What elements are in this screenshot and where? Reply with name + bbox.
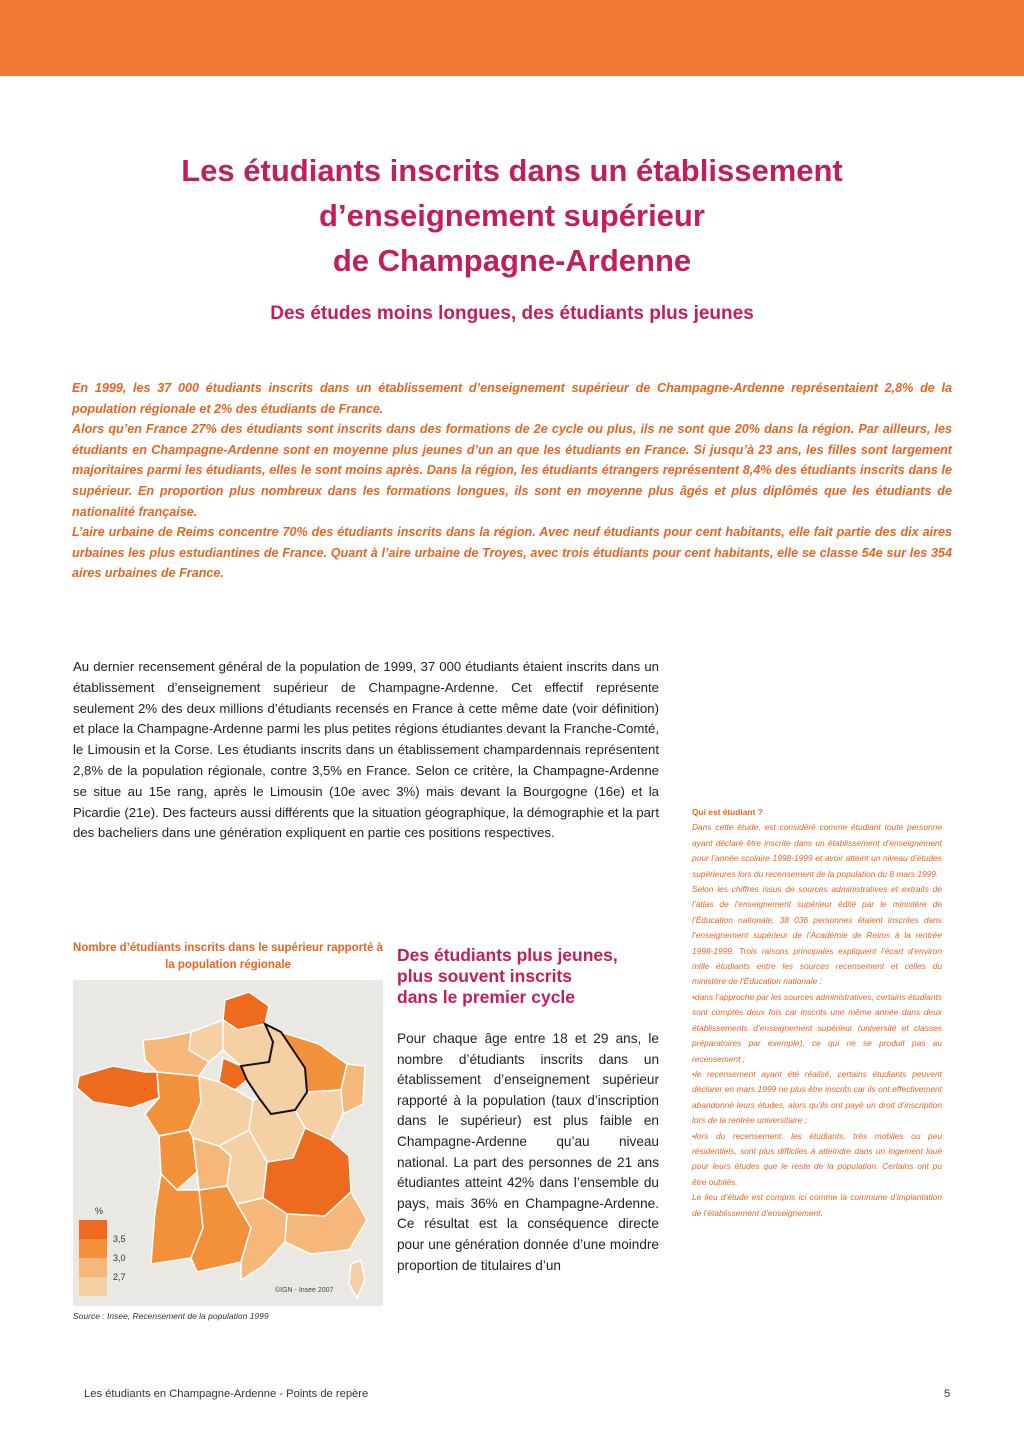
- sidebar-paragraph: Le lieu d’étude est compris ici comme la commune d’implantation de l’établissement d’enseignement.: [692, 1192, 942, 1218]
- region-corse: [349, 1260, 365, 1298]
- section-heading: [397, 945, 667, 1008]
- page-title: [100, 148, 924, 283]
- section-heading-line: plus souvent inscrits: [397, 966, 573, 986]
- body-paragraph: Au dernier recensement général de la population de 1999, 37 000 étudiants étaient inscrits dans un établissement d’enseignement supérieur de Champagne-Ardenne. Cet effectif représente seulement 2% des deux millions d’étudiants recensés en France à cette même date (voir définition) et place la Champagne-Ardenne parmi les plus petites régions étudiantes devant la Franche-Comté, le Limousin et la Corse. Les étudiants inscrits dans un établissement champardennais représentent 2,8% de la population régionale, contre 3,5% en France. Selon ce critère, la Champagne-Ardenne se situe au 15e rang, après le Limousin (10e avec 3%) mais devant la Bourgogne (16e) et la Picardie (21e). Des facteurs aussi différents que la situation géographique, la démographie et la part des bacheliers dans une génération expliquent en partie ces positions respectives.: [73, 659, 659, 841]
- legend-swatch: [79, 1239, 107, 1258]
- map-credit: ©IGN - Insee 2007: [275, 1287, 334, 1294]
- region-alsace: [341, 1064, 365, 1114]
- section-text-column: [397, 1029, 659, 1276]
- intro-paragraph: Alors qu’en France 27% des étudiants sont inscrits dans des formations de 2e cycle ou plus, ils ne sont que 20% dans la région. Par ailleurs, les étudiants en Champagne-Ardenne sont en moyenne plus jeunes d’un an que les étudiants en France. Si jusqu’à 23 ans, les filles sont largement majoritaires parmi les étudiants, elles le sont moins après. Dans la région, les étudiants étrangers représentent 8,4% des étudiants inscrits dans le supérieur. En proportion plus nombreux dans les formations longues, ils sont en moyenne plus âgés et plus diplômés que les étudiants de nationalité française.: [72, 422, 952, 519]
- legend-value: 2,7: [113, 1272, 126, 1282]
- title-line: de Champagne-Ardenne: [332, 243, 692, 278]
- region-bretagne: [77, 1066, 159, 1108]
- map-source: Source : Insee, Recensement de la population 1999: [73, 1311, 269, 1321]
- page-subtitle: Des études moins longues, des étudiants plus jeunes: [270, 303, 754, 324]
- top-color-band: [0, 0, 1024, 76]
- legend-swatch: [79, 1277, 107, 1296]
- section-heading-line: dans le premier cycle: [397, 987, 576, 1007]
- legend-value: 3,5: [113, 1234, 126, 1244]
- france-map-svg: [73, 980, 383, 1306]
- title-line: d’enseignement supérieur: [319, 198, 705, 233]
- choropleth-map: [73, 980, 383, 1306]
- sidebar-title: Qui est étudiant ?: [692, 807, 763, 817]
- legend-swatch: [79, 1258, 107, 1277]
- section-paragraph: Pour chaque âge entre 18 et 29 ans, le nombre d’étudiants inscrits dans un établissement d’enseignement supérieur rapporté à la population (taux d’inscription dans le supérieur) est plus faible en Champagne-Ardenne qu’au niveau national. La part des personnes de 21 ans étudiantes atteint 42% dans l’ensemble du pays, mais 36% en Champagne-Ardenne. Ce résultat est la conséquence directe pour une génération donnée d’une moindre proportion de titulaires d’un: [397, 1031, 659, 1273]
- definition-sidebar: [692, 805, 942, 1221]
- footer-text: Les étudiants en Champagne-Ardenne - Points de repère: [84, 1388, 369, 1400]
- map-legend: [79, 1206, 126, 1296]
- sidebar-paragraph: •le recensement ayant été réalisé, certains étudiants peuvent déclarer en mars 1999 ne plus être inscrits car ils ont effectivement abandonné leurs études, alors qu’ils ont payé un droit d’inscription lors de la rentrée universitaire ;: [692, 1068, 942, 1126]
- intro-summary: [72, 378, 952, 584]
- sidebar-paragraph: Dans cette étude, est considéré comme étudiant toute personne ayant déclaré être inscrite dans un établissement d’enseignement pour l’année scolaire 1998-1999 et avoir atteint un niveau d’études supérieures lors du recensement de la population du 8 mars 1999.: [692, 822, 942, 879]
- main-text-column: [73, 657, 659, 844]
- page-number: 5: [944, 1388, 951, 1400]
- map-title: Nombre d’étudiants inscrits dans le supérieur rapporté à la population régionale: [73, 942, 383, 971]
- legend-unit: %: [95, 1206, 104, 1216]
- intro-paragraph: En 1999, les 37 000 étudiants inscrits dans un établissement d’enseignement supérieur de Champagne-Ardenne représentaient 2,8% de la population régionale et 2% des étudiants de France.: [72, 381, 952, 416]
- legend-swatch: [79, 1220, 107, 1239]
- section-heading-line: Des étudiants plus jeunes,: [397, 945, 618, 965]
- legend-value: 3,0: [113, 1253, 126, 1263]
- sidebar-paragraph: Selon les chiffres issus de sources administratives et extraits de l’atlas de l’enseignement supérieur édité par le ministère de l’Éducation nationale, 38 036 personnes étaient inscrites dans l’enseignement supérieur de l’Académie de Reims à la rentrée 1998-1999. Trois raisons principales expliquent l’écart d’environ mille étudiants entre les sources recensement et celles du ministère de l’Éducation nationale :: [692, 884, 942, 987]
- intro-paragraph: L’aire urbaine de Reims concentre 70% des étudiants inscrits dans la région. Avec neuf étudiants pour cent habitants, elle fait partie des dix aires urbaines les plus estudiantines de France. Quant à l’aire urbaine de Troyes, avec trois étudiants pour cent habitants, elle se classe 54e sur les 354 aires urbaines de France.: [72, 525, 952, 581]
- sidebar-paragraph: •dans l’approche par les sources administratives, certains étudiants sont comptés deux fois car inscrits une même année dans deux établissements d’enseignement supérieur (université et classes préparatoires par exemple), ce qui ne se produit pas au recensement ;: [692, 991, 942, 1064]
- sidebar-paragraph: •lors du recensement, les étudiants, très mobiles ou peu résidentiels, sont plus difficiles à atteindre dans un logement loué pour leurs études que le reste de la population. Certains ont pu être oubliés.: [692, 1130, 942, 1187]
- title-line: Les étudiants inscrits dans un établissement: [181, 153, 843, 188]
